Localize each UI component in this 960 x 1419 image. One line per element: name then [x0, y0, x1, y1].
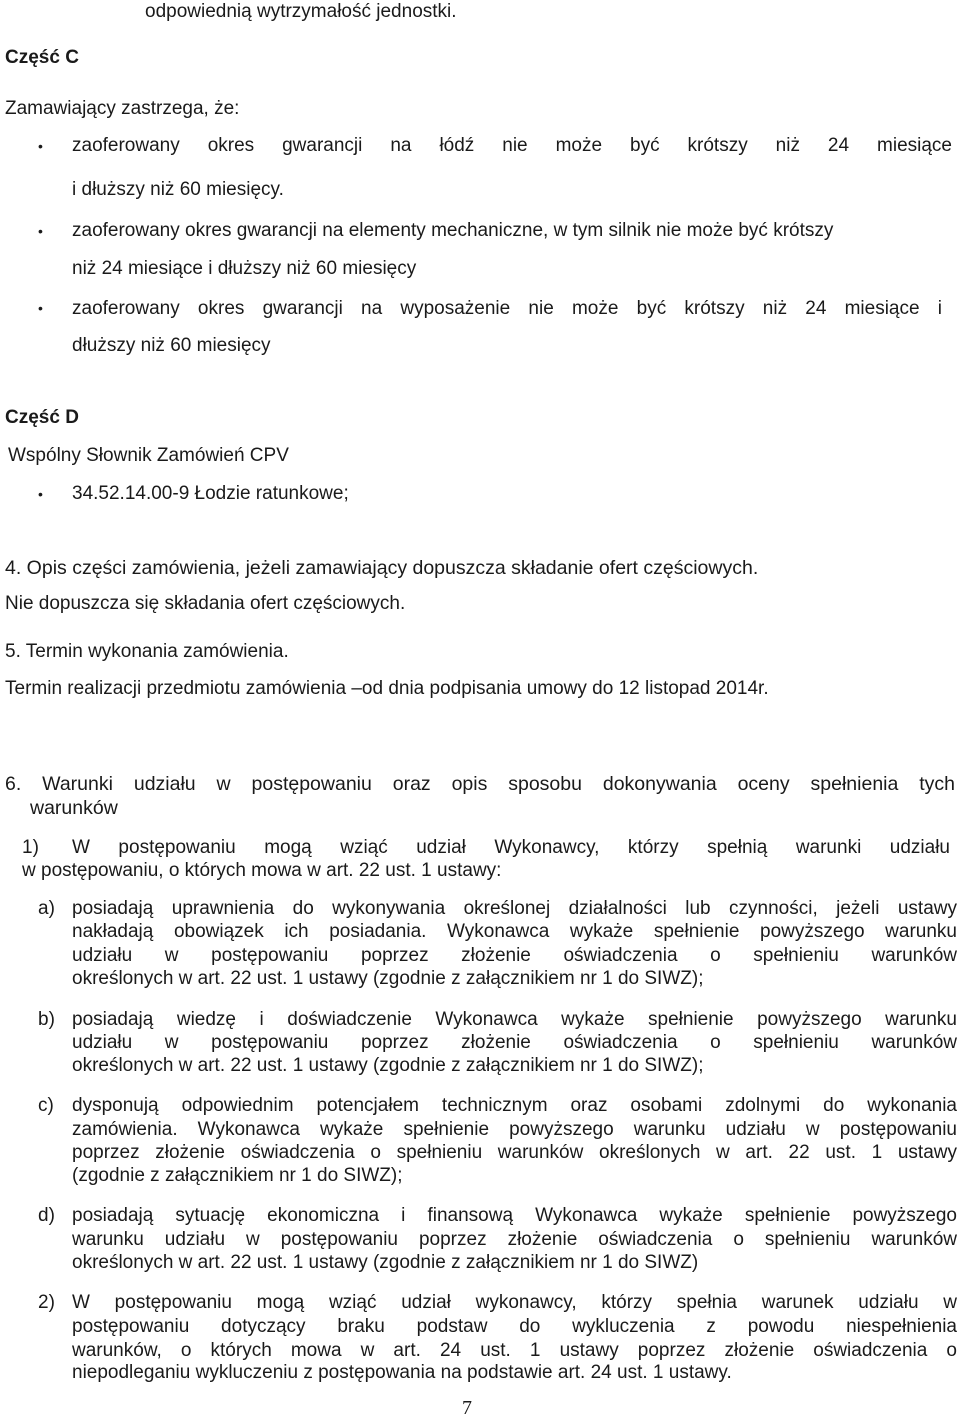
- point-2-line: postępowaniu dotyczący braku podstaw do wykluczenia z powodu niespełnienia: [72, 1316, 957, 1337]
- point-2-line: W postępowaniu mogą wziąć udział wykonawcy, którzy spełnia warunek udziału w: [72, 1292, 957, 1313]
- bullet-icon: •: [38, 486, 43, 502]
- item-a-line: określonych w art. 22 ust. 1 ustawy (zgodnie z załącznikiem nr 1 do SIWZ);: [72, 968, 704, 989]
- section-4-text: Nie dopuszcza się składania ofert częściowych.: [5, 593, 406, 614]
- section-6-heading-line1: 6. Warunki udziału w postępowaniu oraz opis sposobu dokonywania oceny spełnienia tych: [5, 773, 955, 795]
- item-a-line: nakładają obowiązek ich posiadania. Wykonawca wykaże spełnienie powyższego warunku: [72, 921, 957, 942]
- cpv-title: Wspólny Słownik Zamówień CPV: [8, 445, 289, 466]
- item-b-line: określonych w art. 22 ust. 1 ustawy (zgodnie z załącznikiem nr 1 do SIWZ);: [72, 1055, 704, 1076]
- item-c-line: poprzez złożenie oświadczenia o spełnieniu warunków określonych w art. 22 ust. 1 ustawy: [72, 1142, 957, 1163]
- part-c-heading: Część C: [5, 47, 79, 68]
- item-d-line: warunku udziału w postępowaniu poprzez złożenie oświadczenia o spełnieniu warunków: [72, 1229, 957, 1250]
- section-5-heading: 5. Termin wykonania zamówienia.: [5, 641, 289, 662]
- section-4-heading: 4. Opis części zamówienia, jeżeli zamawiający dopuszcza składanie ofert częściowych.: [5, 557, 759, 579]
- bullet-3-line2: dłuższy niż 60 miesięcy: [72, 335, 271, 356]
- bullet-3-line1: zaoferowany okres gwarancji na wyposażenie nie może być krótszy niż 24 miesiące i: [72, 298, 942, 319]
- item-d-label: d): [38, 1205, 55, 1226]
- item-a-line: posiadają uprawnienia do wykonywania określonej działalności lub czynności, jeżeli ustawy: [72, 898, 957, 919]
- part-d-heading: Część D: [5, 407, 79, 428]
- bullet-2-line1: zaoferowany okres gwarancji na elementy mechaniczne, w tym silnik nie może być krótszy: [72, 220, 834, 241]
- bullet-1-line1: zaoferowany okres gwarancji na łódź nie może być krótszy niż 24 miesiące: [72, 135, 952, 156]
- part-c-intro: Zamawiający zastrzega, że:: [5, 98, 240, 119]
- item-c-line: (zgodnie z załącznikiem nr 1 do SIWZ);: [72, 1165, 403, 1186]
- item-c-line: dysponują odpowiednim potencjałem technicznym oraz osobami zdolnymi do wykonania: [72, 1095, 957, 1116]
- section-5-text: Termin realizacji przedmiotu zamówienia –od dnia podpisania umowy do 12 listopad 2014r.: [5, 678, 769, 699]
- bullet-icon: •: [38, 138, 43, 154]
- section-6-heading-line2: warunków: [30, 797, 118, 819]
- item-d-line: posiadają sytuację ekonomiczna i finansową Wykonawca wykaże spełnienie powyższego: [72, 1205, 957, 1226]
- item-b-line: udziału w postępowaniu poprzez złożenie oświadczenia o spełnieniu warunków: [72, 1032, 957, 1053]
- item-a-line: udziału w postępowaniu poprzez złożenie oświadczenia o spełnieniu warunków: [72, 945, 957, 966]
- cpv-item: 34.52.14.00-9 Łodzie ratunkowe;: [72, 483, 349, 504]
- bullet-icon: •: [38, 300, 43, 316]
- item-c-line: zamówienia. Wykonawca wykaże spełnienie powyższego warunku udziału w postępowaniu: [72, 1119, 957, 1140]
- point-2-line: warunków, o których mowa w art. 24 ust. 1 ustawy poprzez złożenie oświadczenia o: [72, 1340, 957, 1361]
- bullet-icon: •: [38, 223, 43, 239]
- point-1-line2: w postępowaniu, o których mowa w art. 22 ust. 1 ustawy:: [22, 860, 502, 881]
- item-a-label: a): [38, 898, 55, 919]
- point-2-line: niepodleganiu wykluczeniu z postępowania na podstawie art. 24 ust. 1 ustawy.: [72, 1362, 732, 1383]
- bullet-1-line2: i dłuższy niż 60 miesięcy.: [72, 179, 284, 200]
- item-d-line: określonych w art. 22 ust. 1 ustawy (zgodnie z załącznikiem nr 1 do SIWZ): [72, 1252, 699, 1273]
- point-1-label: 1): [22, 837, 39, 858]
- bullet-2-line2: niż 24 miesiące i dłuższy niż 60 miesięcy: [72, 258, 417, 279]
- item-b-line: posiadają wiedzę i doświadczenie Wykonawca wykaże spełnienie powyższego warunku: [72, 1009, 957, 1030]
- item-b-label: b): [38, 1009, 55, 1030]
- page-number: 7: [462, 1397, 472, 1419]
- point-2-label: 2): [38, 1292, 55, 1313]
- item-c-label: c): [38, 1095, 54, 1116]
- point-1-line1: W postępowaniu mogą wziąć udział Wykonawcy, którzy spełnią warunki udziału: [72, 837, 950, 858]
- continued-text: odpowiednią wytrzymałość jednostki.: [145, 1, 457, 22]
